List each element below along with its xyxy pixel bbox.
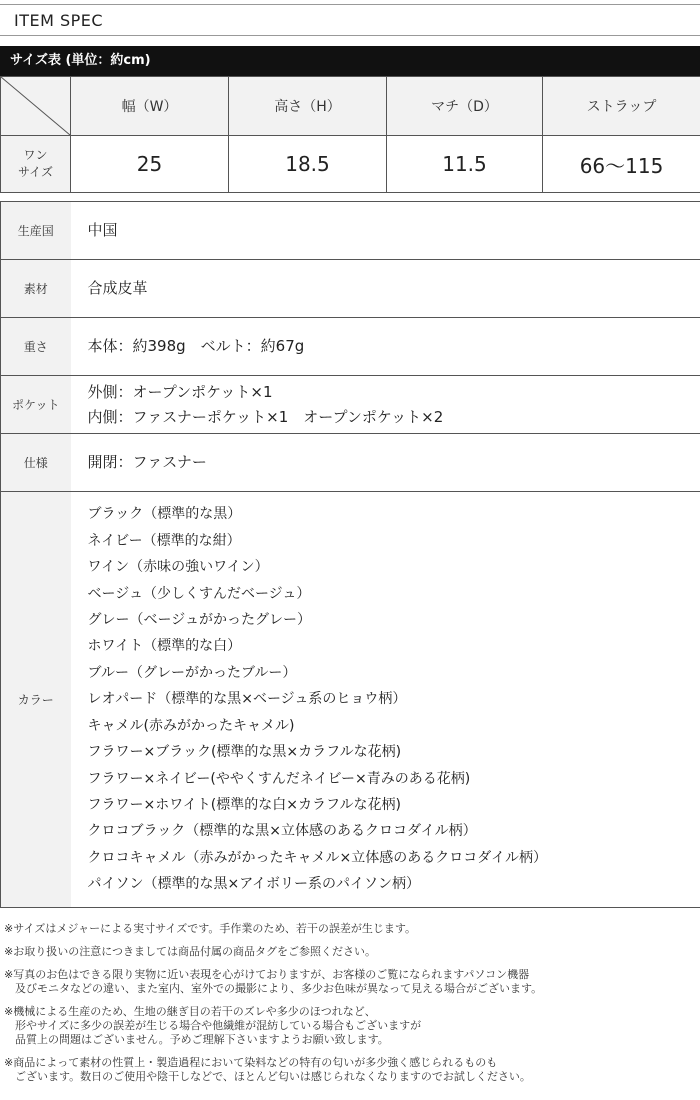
pocket-inner: 内側：ファスナーポケット×1 オープンポケット×2 [87, 407, 444, 426]
row-label-line2: サイズ [17, 165, 54, 179]
note-handling: ※お取り扱いの注意につきましては商品付属の商品タグをご参照ください。 [4, 945, 376, 958]
color-item: ワイン（赤味の強いワイン） [87, 559, 269, 576]
color-item: クロコキャメル（赤みがかったキャメル×立体感のあるクロコダイル柄） [87, 849, 547, 866]
color-item: キャメル(赤みがかったキャメル) [87, 717, 295, 734]
color-item: クロコブラック（標準的な黒×立体感のあるクロコダイル柄） [87, 823, 477, 840]
size-value-depth: 11.5 [387, 136, 543, 193]
size-header-depth: マチ（D） [387, 77, 543, 136]
notes [4, 922, 694, 1093]
spec-label-closure: 仕様 [1, 434, 71, 492]
color-item: フラワー×ネイビー(ややくすんだネイビー×青みのある花柄) [87, 770, 471, 787]
color-item: ブルー（グレーがかったブルー） [87, 664, 297, 681]
color-item: ブラック（標準的な黒） [87, 506, 242, 523]
spec-label-pocket: ポケット [1, 376, 71, 434]
color-item: フラワー×ブラック(標準的な黒×カラフルな花柄) [87, 744, 402, 761]
size-header-strap: ストラップ [543, 77, 700, 136]
spec-label-colors: カラー [1, 492, 71, 908]
size-row-label [1, 136, 71, 193]
spec-value-pocket [71, 376, 700, 434]
note-measurement: ※サイズはメジャーによる実寸サイズです。手作業のため、若干の誤差が生じます。 [4, 922, 417, 935]
spec-value-material: 合成皮革 [71, 260, 700, 318]
size-header-width: 幅（W） [71, 77, 229, 136]
note-manufacturing: ※機械による生産のため、生地の継ぎ目の若干のズレや多少のほつれなど、 形やサイズに多少の誤差が生じる場合や他繊維が混紡している場合もございますが 品質上の問題はございません。予めご理解下さいますようお願い致します。 [4, 1005, 422, 1046]
size-value-width: 25 [71, 136, 229, 193]
color-item: フラワー×ホワイト(標準的な白×カラフルな花柄) [87, 796, 401, 813]
color-item: レオパード（標準的な黒×ベージュ系のヒョウ柄） [87, 691, 407, 708]
spec-value-weight: 本体：約398g ベルト：約67g [71, 318, 700, 376]
color-item: ネイビー（標準的な紺） [87, 532, 241, 549]
size-value-height: 18.5 [229, 136, 387, 193]
item-spec-header [0, 4, 700, 36]
pocket-outer: 外側：オープンポケット×1 [87, 382, 273, 401]
size-header-height: 高さ（H） [229, 77, 387, 136]
size-value-strap: 66〜115 [543, 136, 700, 193]
spec-label-weight: 重さ [1, 318, 71, 376]
spec-label-origin: 生産国 [1, 202, 71, 260]
section-title: ITEM SPEC [14, 11, 104, 30]
size-table-title: サイズ表 (単位：約cm) [0, 46, 700, 76]
row-label-line1: ワン [23, 148, 48, 162]
spec-value-origin: 中国 [71, 202, 700, 260]
size-table [0, 76, 700, 193]
color-item: ベージュ（少しくすんだベージュ） [87, 585, 311, 602]
color-item: ホワイト（標準的な白） [87, 638, 242, 655]
spec-value-colors [71, 492, 700, 908]
spec-table [0, 201, 700, 908]
note-color: ※写真のお色はできる限り実物に近い表現を心がけておりますが、お客様のご覧になられますパソコン機器 及びモニタなどの違い、また室内、室外での撮影により、多少お色味が異なって見える場合がございます。 [4, 968, 543, 995]
spec-value-closure: 開閉：ファスナー [71, 434, 700, 492]
note-odor: ※商品によって素材の性質上・製造過程において染料などの特有の匂いが多少強く感じられるものも ございます。数日のご使用や陰干しなどで、ほとんど匂いは感じられなくなりますのでお試しください。 [4, 1056, 531, 1083]
size-table-corner [1, 77, 71, 136]
color-item: パイソン（標準的な黒×アイボリー系のパイソン柄） [87, 876, 420, 893]
spec-label-material: 素材 [1, 260, 71, 318]
color-item: グレー（ベージュがかったグレー） [87, 612, 311, 629]
